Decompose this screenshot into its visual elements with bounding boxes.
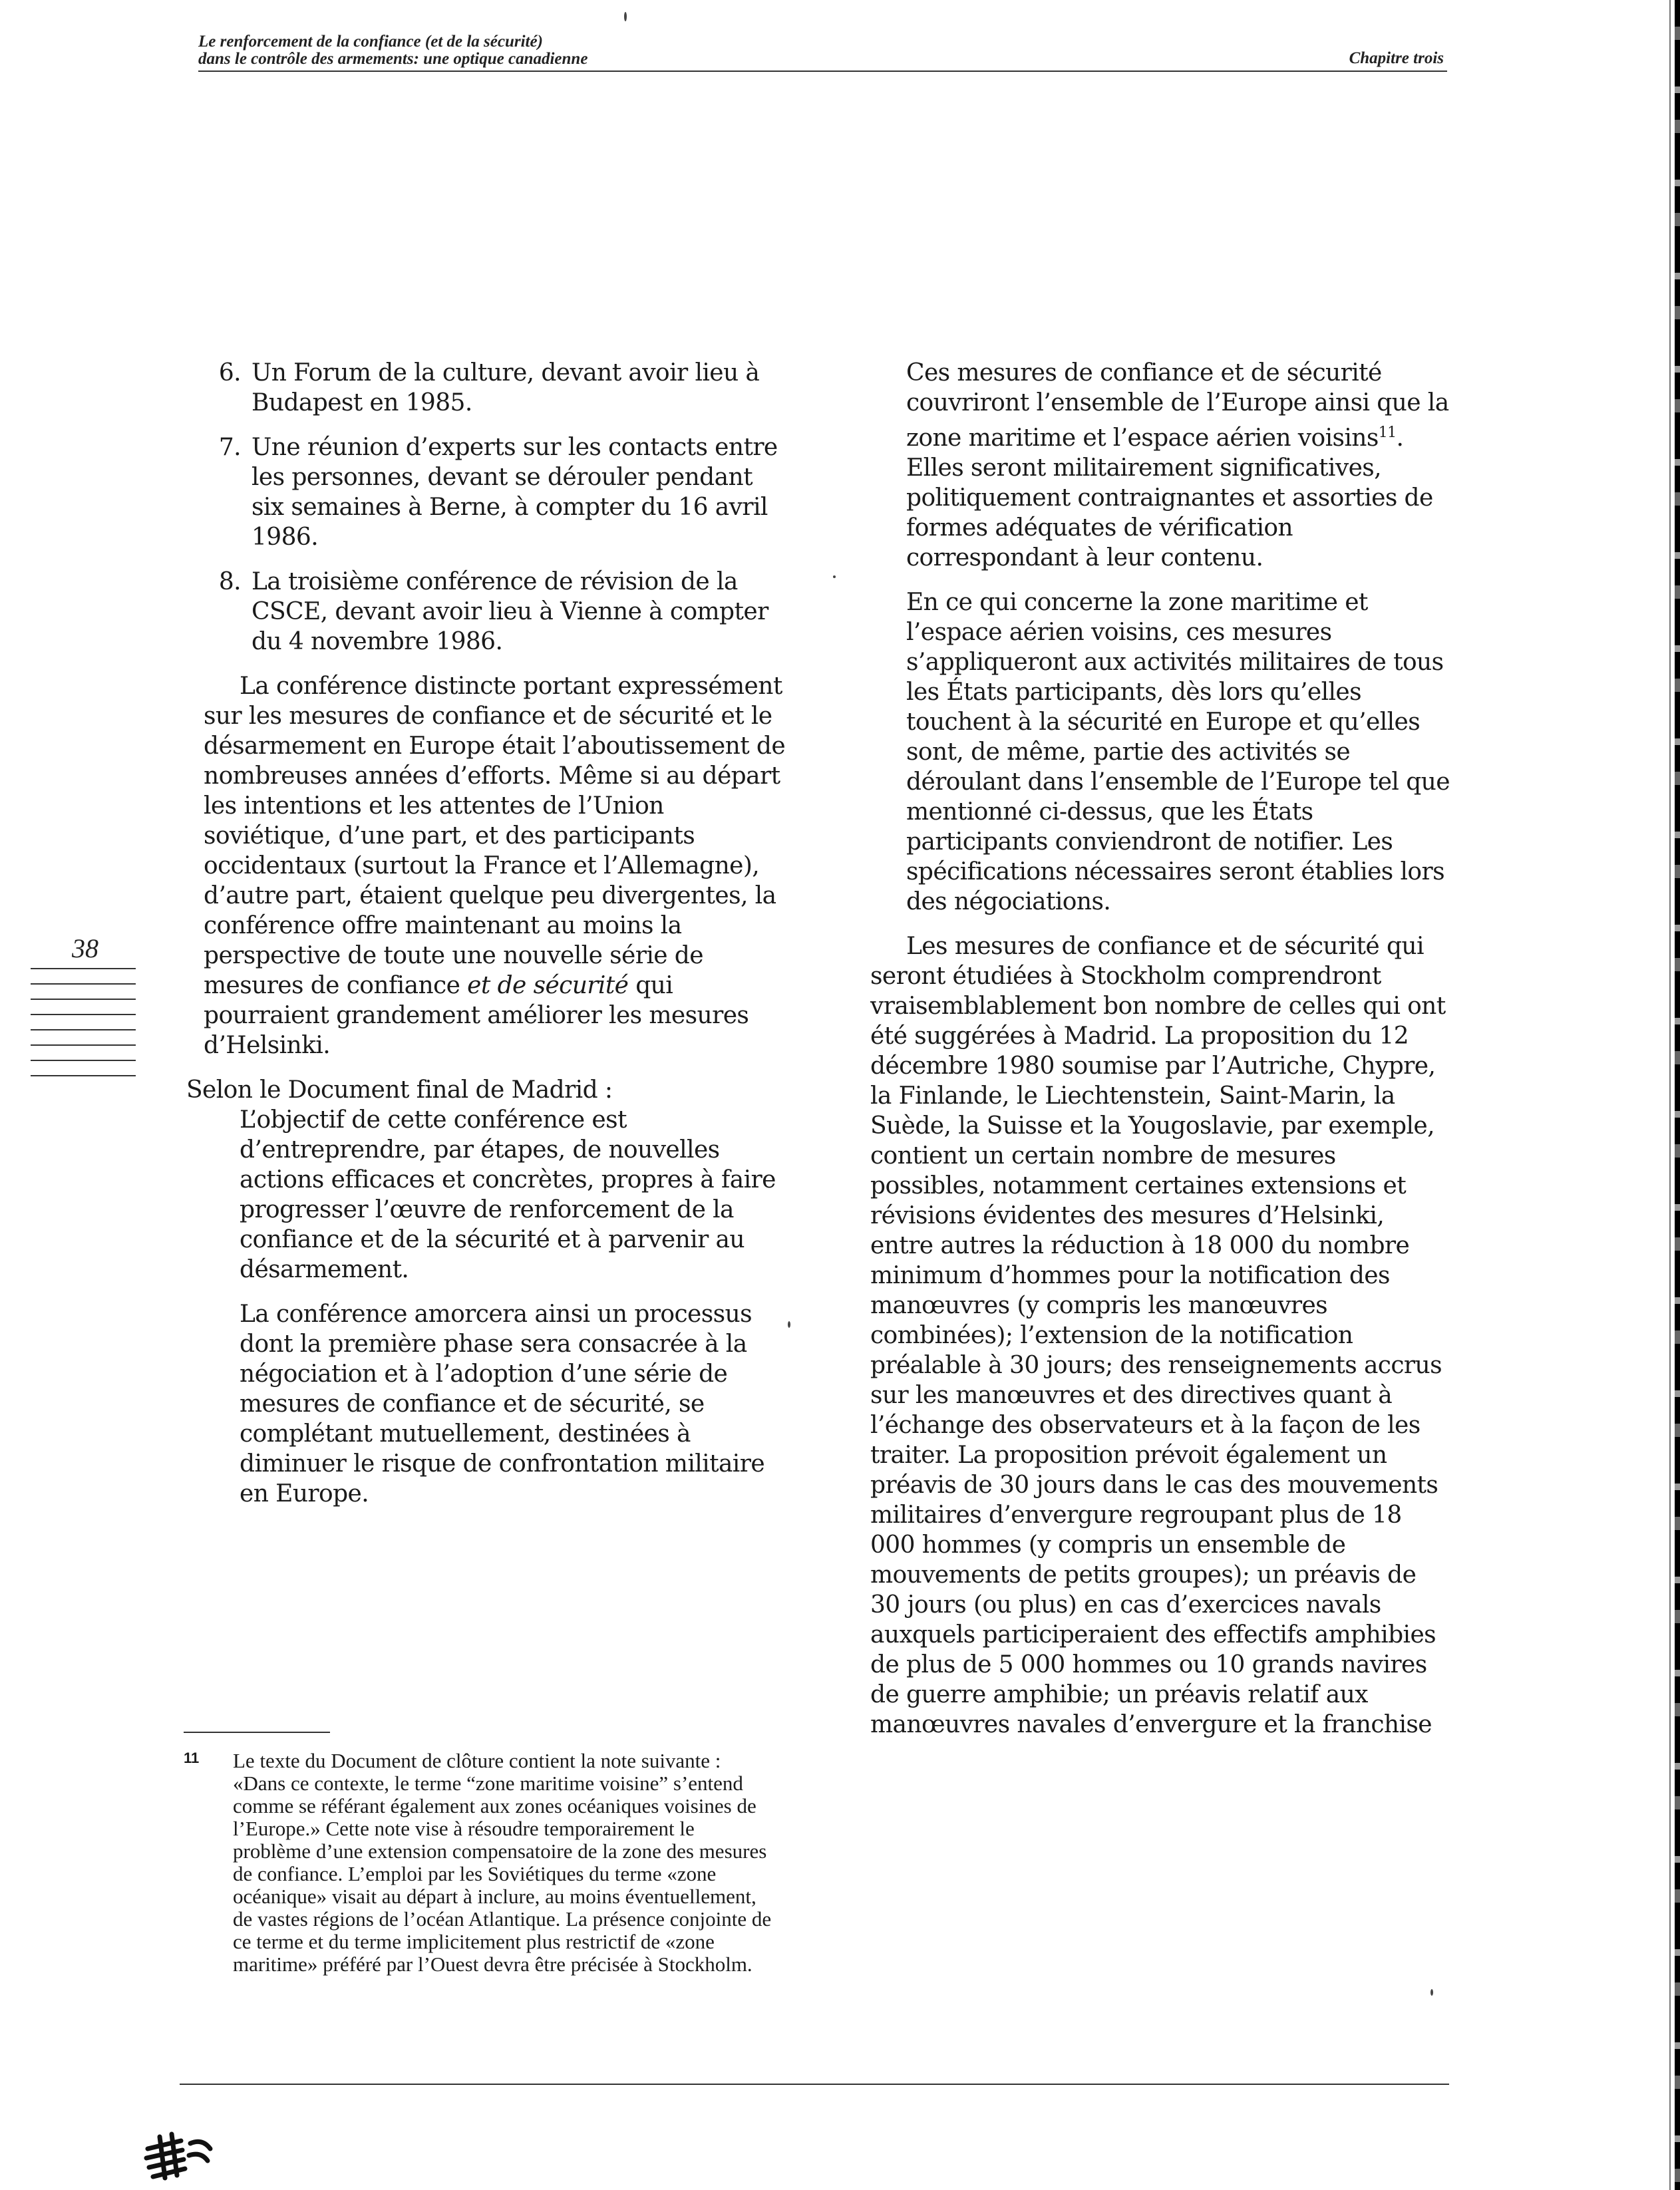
paragraph-text: Ces mesures de confiance et de sécurité couvriront l’ensemble de l’Europe ainsi que la zone maritime et l’espace aérien voisins — [906, 359, 1449, 452]
list-item-number: 8. — [218, 568, 241, 595]
body-paragraph: Les mesures de confiance et de sécurité qui seront étudiées à Stockholm comprendront vraisemblablement bon nombre de celles qui ont été suggérées à Madrid. La proposition du 12 décembre 1980 soumise par l’Autriche, Chypre, la Finlande, le Liechtenstein, Saint-Marin, la Suède, la Suisse et la Yougoslavie, par exemple, contient un certain nombre de mesures possibles, notamment certaines extensions et révisions évidentes des mesures d’Helsinki, entre autres la réduction à 18 000 du nombre minimum d’hommes pour la notification des manœuvres (y compris les manœuvres combinées); l’extension de la notification préalable à 30 jours; des renseignements accrus sur les manœuvres et des directives quant à l’échange des observateurs et à la façon de les traiter. La proposition prévoit également un préavis de 30 jours dans le cas des mouvements militaires d’envergure regroupant plus de 18 000 hommes (y compris un ensemble de mouvements de petits groupes); un préavis de 30 jours (ou plus) en cas d’exercices navals auxquels participeraient des effectifs amphibies de plus de 5 000 hommes ou 10 grands navires de guerre amphibie; un préavis relatif aux manœuvres navales d’envergure et la franchise — [870, 933, 1446, 1738]
scan-speck — [624, 12, 627, 21]
list-item — [186, 432, 832, 552]
block-quote-paragraph: La conférence amorcera ainsi un processus dont la première phase sera consacrée à la négociation et à l’adoption d’une série de mesures de confiance et de sécurité, se complétant mutuellement, destinées à diminuer le risque de confrontation militaire en Europe. — [240, 1301, 765, 1507]
quote-continuation: En ce qui concerne la zone maritime et l’espace aérien voisins, ces mesures s’appliqueront aux activités militaires de tous les États participants, dès lors qu’elles touchent à la sécurité en Europe et qu’elles sont, de même, partie des activités se déroulant dans l’ensemble de l’Europe tel que mentionné ci-dessus, que les États participants conviendront de notifier. Les spécifications nécessaires seront établies lors des négociations. — [906, 589, 1450, 915]
footnote-rule — [184, 1732, 330, 1733]
scan-edge-artifact — [1675, 0, 1680, 2190]
publisher-logo-icon — [141, 2129, 221, 2182]
list-item-text: Un Forum de la culture, devant avoir lieu à Budapest en 1985. — [252, 359, 760, 416]
footnote-mark: 11 — [184, 1750, 200, 1766]
right-column — [844, 358, 1450, 1754]
margin-decoration-lines — [31, 968, 136, 1090]
paragraph-text: . Elles seront militairement significatives, politiquement contraignantes et assorties de formes adéquates de vérification correspondant à leur contenu. — [906, 424, 1433, 571]
quote-intro: Selon le Document final de Madrid : — [186, 1076, 613, 1104]
running-header-line-2: dans le contrôle des armements: une optique canadienne — [198, 50, 588, 68]
footer-rule — [180, 2084, 1449, 2085]
list-item — [186, 358, 832, 418]
list-item-text: La troisième conférence de révision de la CSCE, devant avoir lieu à Vienne à compter du 4 novembre 1986. — [252, 568, 768, 655]
scan-speck — [833, 575, 836, 578]
scan-edge-line — [1669, 0, 1671, 2190]
scan-speck — [1430, 1989, 1433, 1996]
block-quote-paragraph: L’objectif de cette conférence est d’entreprendre, par étapes, de nouvelles actions efficaces et concrètes, propres à faire progresser l’œuvre de renforcement de la confiance et de la sécurité et à parvenir au désarmement. — [240, 1106, 776, 1283]
footnote-reference: 11 — [1378, 424, 1397, 441]
list-item-number: 6. — [218, 359, 241, 387]
body-paragraph — [186, 671, 832, 1060]
paragraph-text: La conférence distincte portant expressément sur les mesures de confiance et de sécurité et le désarmement en Europe était l’aboutissement de nombreuses années d’efforts. Même si au départ les intentions et les attentes de l’Union soviétique, d’une part, et des participants occidentaux (surtout la France et l’Allemagne), d’autre part, étaient quelque peu divergentes, la conférence offre maintenant au moins la perspective de toute une nouvelle série de mesures de confiance — [204, 673, 786, 999]
paragraph-text: qui pourraient grandement améliorer les mesures d’Helsinki. — [204, 972, 749, 1059]
list-item-number: 7. — [218, 434, 241, 461]
running-header-line-1: Le renforcement de la confiance (et de la sécurité) — [198, 33, 543, 51]
list-item-text: Une réunion d’experts sur les contacts entre les personnes, devant se dérouler pendant six semaines à Berne, à compter du 16 avril 1986. — [252, 434, 778, 551]
page-number: 38 — [72, 933, 98, 963]
footnote-text: Le texte du Document de clôture contient la note suivante : «Dans ce contexte, le terme “zone maritime voisine” s’entend comme se référant également aux zones océaniques voisines de l’Europe.» Cette note vise à résoudre temporairement le problème d’une extension compensatoire de la zone des mesures de confiance. L’emploi par les Soviétiques du terme «zone océanique» visait au départ à inclure, au moins éventuellement, de vastes régions de l’océan Atlantique. La présence conjointe de ce terme et du terme implicitement plus restrictif de «zone maritime» préféré par l’Ouest devra être précisée à Stockholm. — [233, 1749, 772, 1976]
running-header-chapter: Chapitre trois — [1349, 49, 1444, 67]
paragraph-emphasis: et de sécurité — [467, 972, 629, 999]
quote-continuation — [844, 358, 1450, 573]
left-column — [186, 358, 832, 1523]
header-rule — [198, 71, 1447, 72]
scan-speck — [788, 1321, 790, 1328]
list-item — [186, 567, 832, 657]
running-header-title — [198, 33, 588, 68]
